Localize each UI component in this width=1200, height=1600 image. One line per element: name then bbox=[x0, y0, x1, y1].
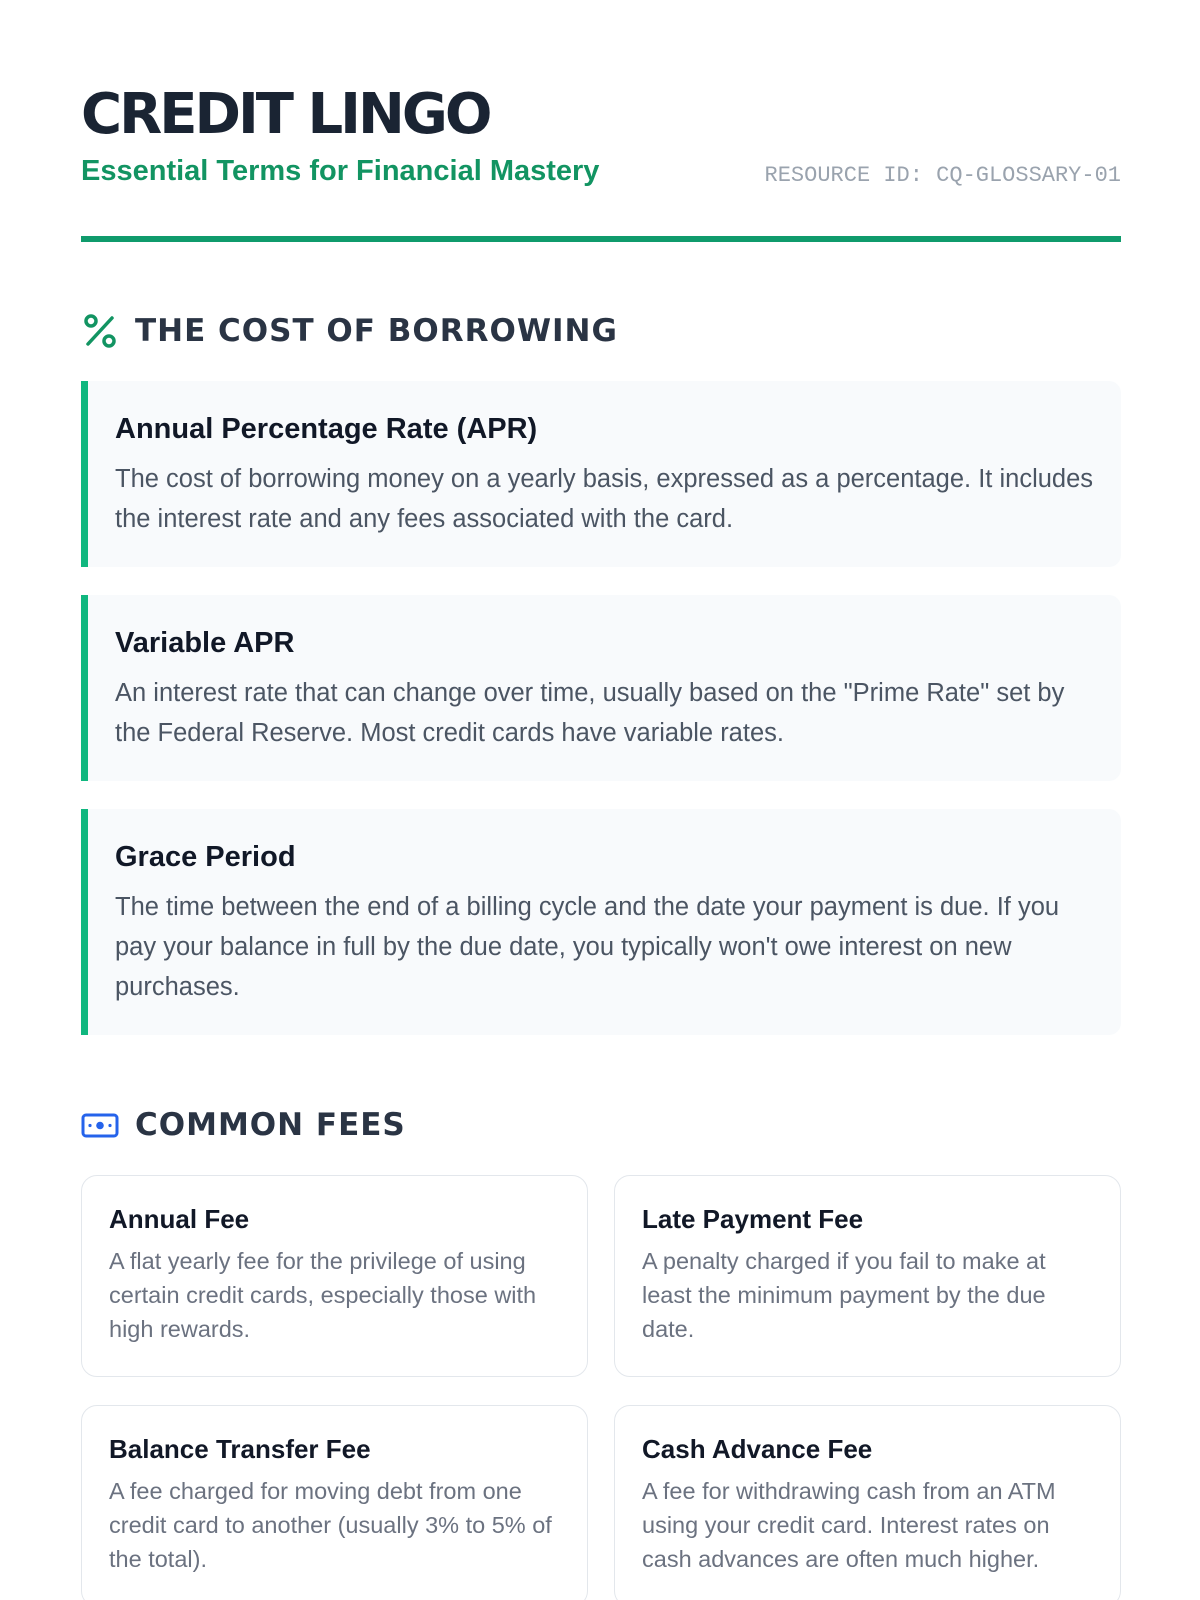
fee-card bbox=[614, 1405, 1121, 1600]
term-name: Variable APR bbox=[115, 627, 295, 659]
term-card bbox=[81, 381, 1121, 567]
fee-name: Balance Transfer Fee bbox=[109, 1434, 371, 1464]
fee-description: A penalty charged if you fail to make at least the minimum payment by the due date. bbox=[642, 1248, 1046, 1342]
money-bill-icon bbox=[81, 1106, 119, 1144]
section-title: THE COST OF BORROWING bbox=[135, 313, 618, 349]
page-header bbox=[81, 0, 1121, 242]
fee-card bbox=[81, 1405, 588, 1600]
fee-name: Cash Advance Fee bbox=[642, 1434, 873, 1464]
term-description: The time between the end of a billing cycle and the date your payment is due. If you pay your balance in full by the due date, you typically won't owe interest on new purchases. bbox=[115, 893, 1060, 1001]
percent-icon bbox=[81, 312, 119, 350]
fee-name: Late Payment Fee bbox=[642, 1204, 864, 1234]
fee-description: A fee for withdrawing cash from an ATM using your credit card. Interest rates on cash advances are often much higher. bbox=[642, 1478, 1056, 1572]
fee-name: Annual Fee bbox=[109, 1204, 250, 1234]
term-card bbox=[81, 809, 1121, 1035]
page-subtitle: Essential Terms for Financial Mastery bbox=[81, 155, 600, 187]
resource-id: RESOURCE ID: CQ-GLOSSARY-01 bbox=[764, 163, 1121, 188]
section-title: COMMON FEES bbox=[135, 1107, 406, 1143]
fee-card bbox=[81, 1175, 588, 1377]
term-card bbox=[81, 595, 1121, 781]
term-name: Annual Percentage Rate (APR) bbox=[115, 413, 538, 445]
glossary-page bbox=[81, 0, 1121, 1572]
term-name: Grace Period bbox=[115, 841, 296, 873]
page-title: CREDIT LINGO bbox=[81, 82, 490, 147]
term-description: The cost of borrowing money on a yearly basis, expressed as a percentage. It includes the interest rate and any fees associated with the card. bbox=[115, 465, 1094, 533]
section-heading-fees bbox=[81, 1103, 406, 1147]
fee-description: A flat yearly fee for the privilege of using certain credit cards, especially those with high rewards. bbox=[109, 1248, 537, 1342]
section-heading-borrowing bbox=[81, 309, 618, 353]
fee-description: A fee charged for moving debt from one credit card to another (usually 3% to 5% of the total). bbox=[109, 1478, 552, 1572]
fee-card bbox=[614, 1175, 1121, 1377]
term-description: An interest rate that can change over time, usually based on the "Prime Rate" set by the Federal Reserve. Most credit cards have variable rates. bbox=[115, 679, 1065, 747]
